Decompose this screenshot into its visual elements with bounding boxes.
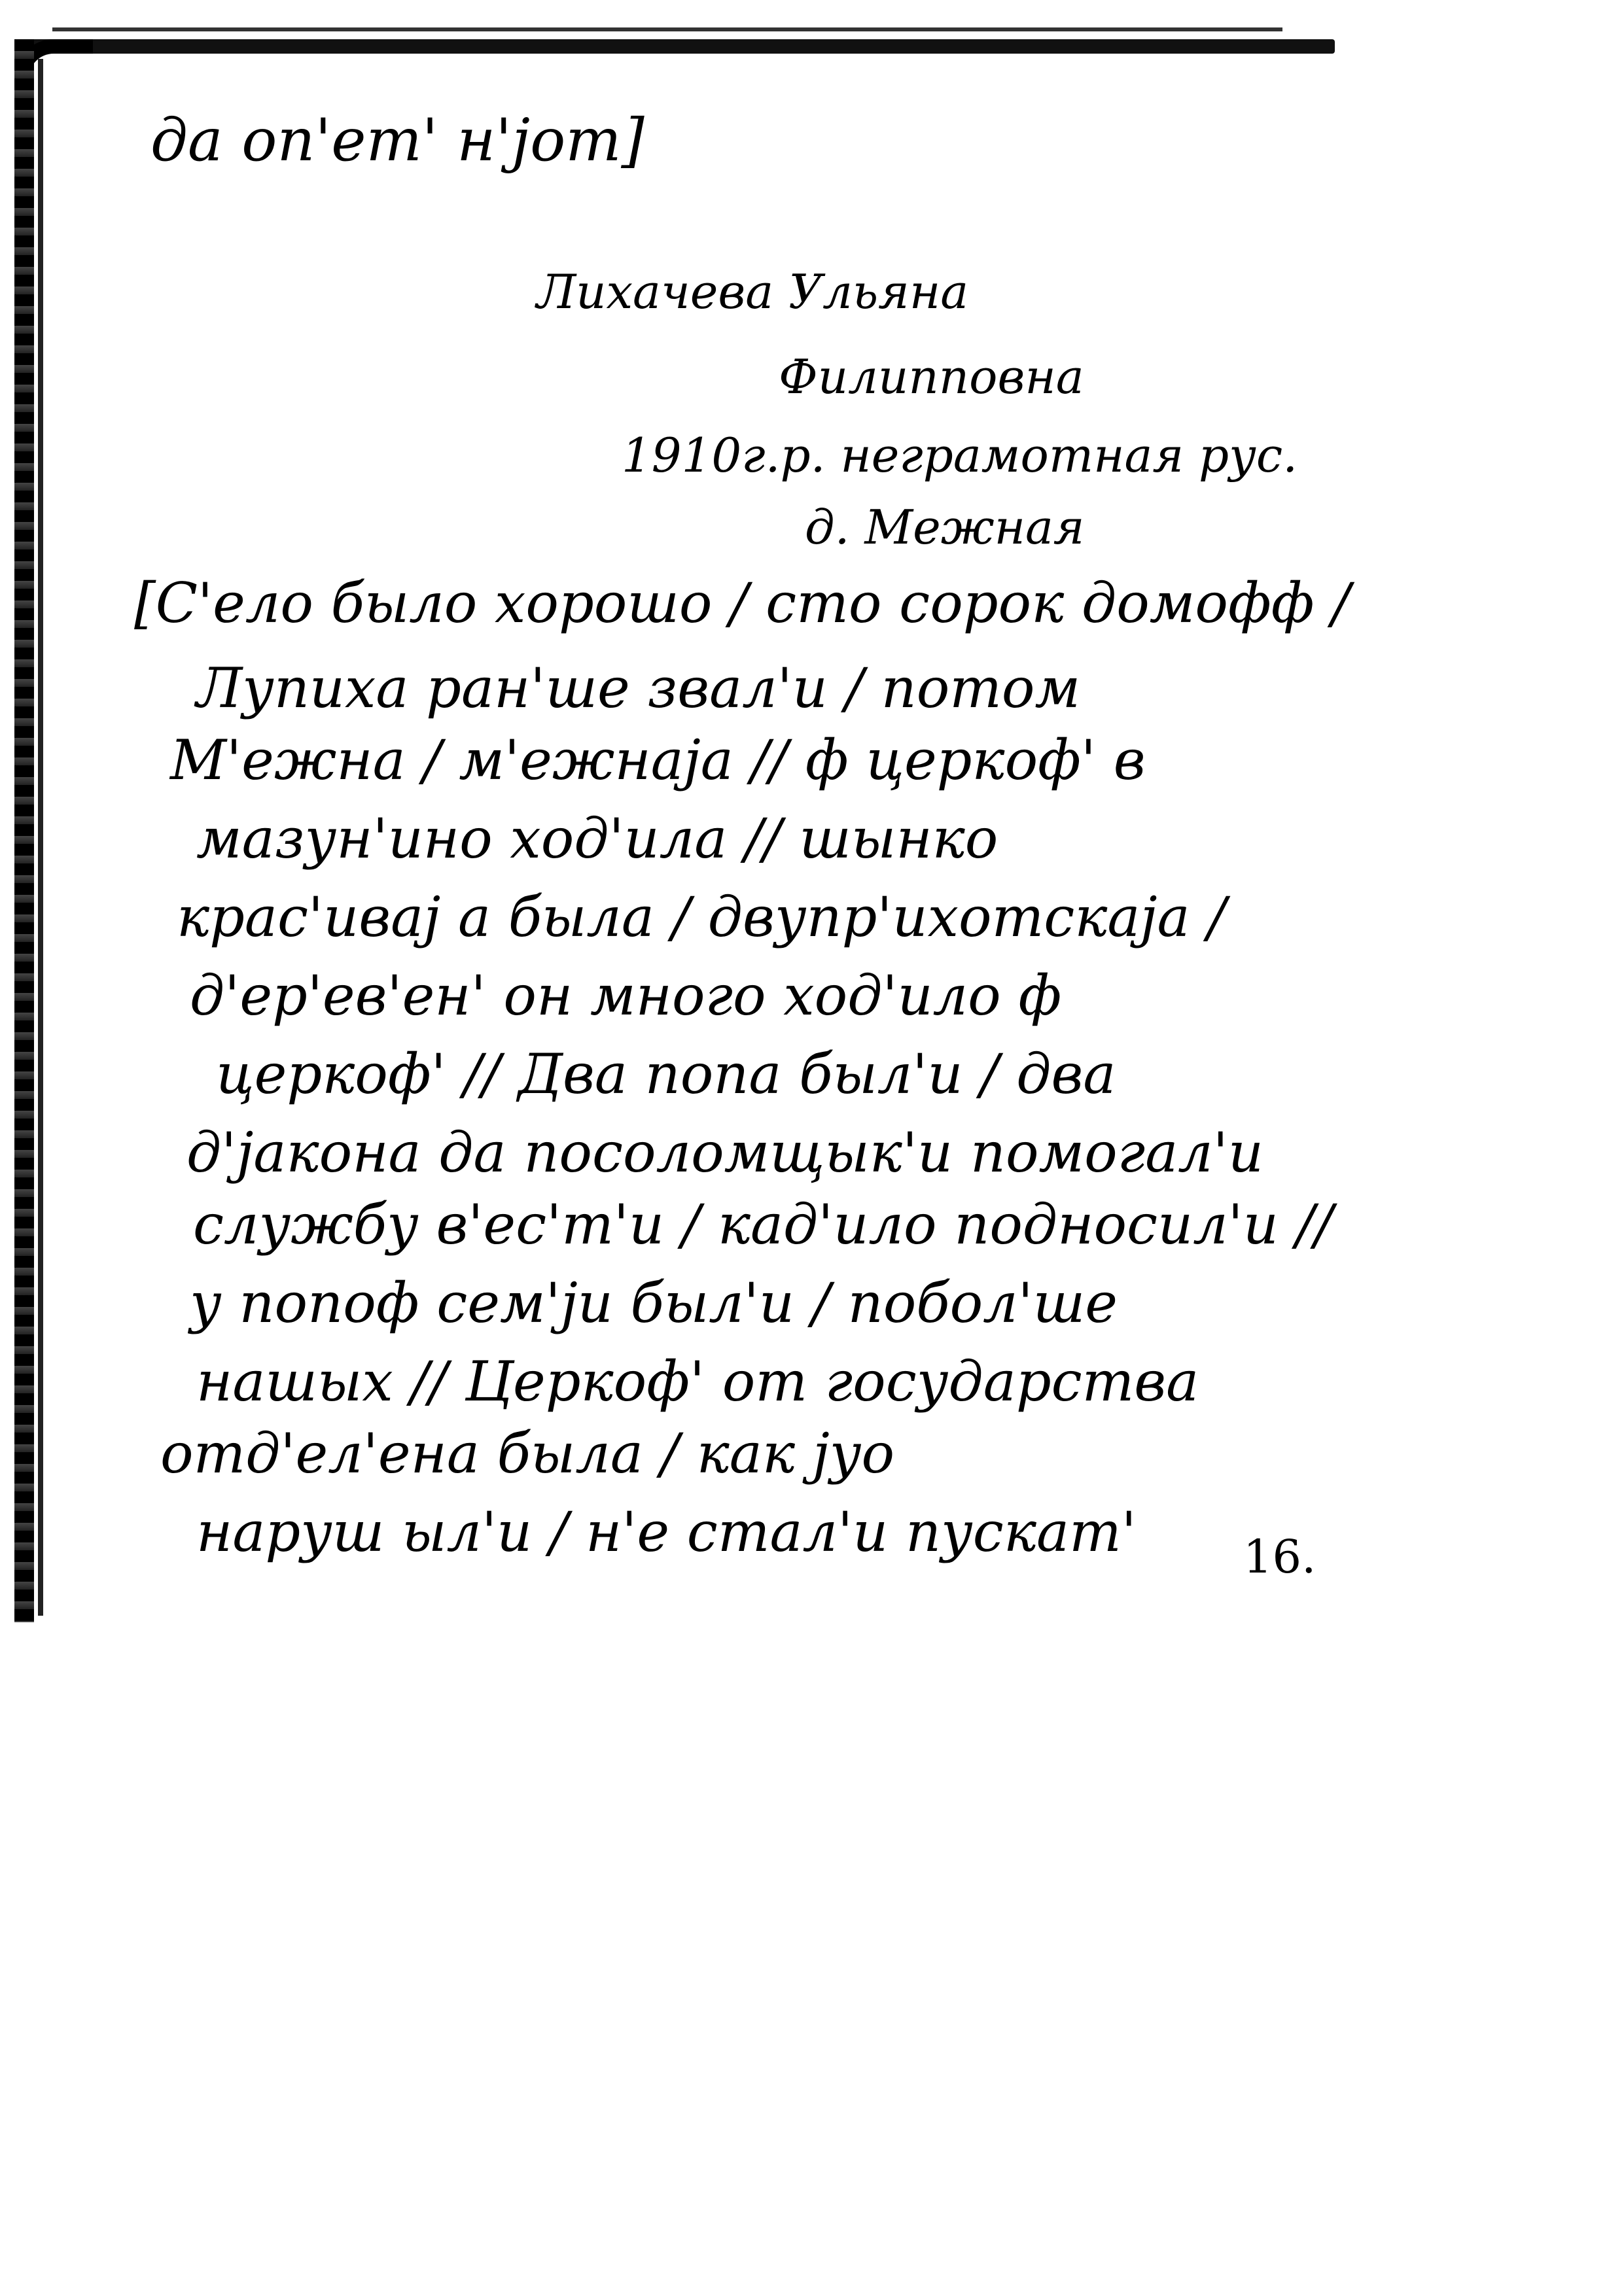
text-line: церкоф' // Два попа был'и / два [216,1042,1116,1106]
text-line: д'јакона да посоломщык'и помогал'и [186,1121,1263,1185]
text-line: Лупиха ран'ше звал'и / потом [196,656,1081,720]
text-line: у попоф сем'ји был'и / побол'ше [190,1271,1118,1335]
text-line: [С'ело было хорошо / сто сорок домофф / [134,571,1351,635]
text-line: крас'ивај а была / двупр'ихотскаја / [177,885,1226,949]
informant-village: д. Межная [805,500,1085,555]
text-line: службу в'ес'т'и / кад'ило подносил'и // [193,1192,1333,1257]
text-line: М'ежна / м'ежнаја // ф церкоф' в [170,728,1146,792]
first-line: да оп'ет' н'јот] [150,106,645,175]
informant-name: Лихачева Ульяна [537,264,969,319]
informant-info: 1910г.р. неграмотная рус. [622,428,1298,483]
scan-edge-top [26,39,1335,54]
text-line: отд'ел'ена была / как јуо [160,1421,895,1486]
text-line: мазун'ино ход'ила // шынко [196,807,998,871]
scan-edge-top-thin [52,27,1282,31]
scan-edge-left [14,39,34,1622]
scan-edge-left-inner [38,59,43,1616]
text-line: д'ер'ев'ен' он много ход'ило ф [190,964,1062,1028]
text-line: наруш ыл'и / н'е стал'и пускат' [196,1500,1137,1564]
informant-patronymic: Филипповна [779,349,1084,404]
text-line: нашых // Церкоф' от государства [196,1349,1199,1414]
page-number: 16. [1243,1530,1316,1584]
